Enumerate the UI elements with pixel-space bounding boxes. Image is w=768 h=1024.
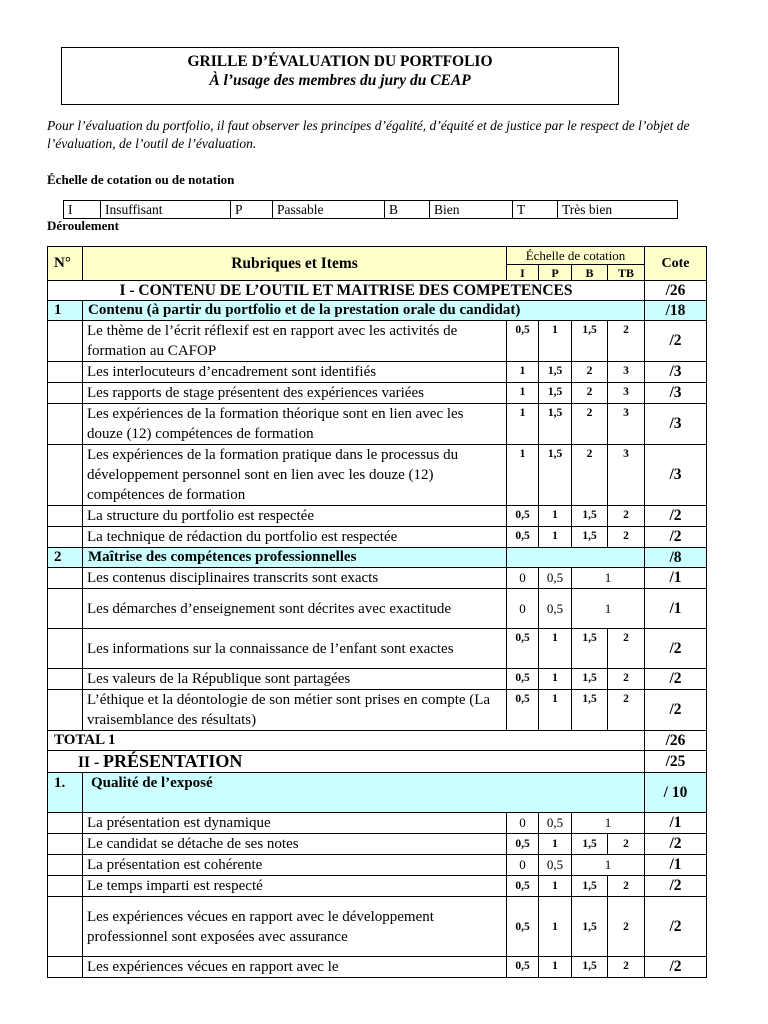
scale-value: 1,5 xyxy=(572,876,608,897)
item-text: Le temps imparti est respecté xyxy=(83,876,507,897)
scale-value: 2 xyxy=(572,445,608,506)
subsection-2-title: Maîtrise des compétences professionnelles xyxy=(83,548,507,568)
table-row xyxy=(48,362,707,383)
subsection-2-no: 2 xyxy=(48,548,83,568)
table-row xyxy=(48,876,707,897)
scale-value: 3 xyxy=(608,404,645,445)
scale-value: 0,5 xyxy=(539,568,572,589)
scale-value: 1,5 xyxy=(572,669,608,690)
scale-value: 1 xyxy=(572,568,645,589)
scale-value: 2 xyxy=(608,897,645,957)
scale-label-tres-bien: Très bien xyxy=(558,201,678,219)
section-row xyxy=(48,751,707,773)
item-cote: /1 xyxy=(645,568,707,589)
scale-label-insuffisant: Insuffisant xyxy=(101,201,231,219)
item-text: Les interlocuteurs d’encadrement sont identifiés xyxy=(83,362,507,383)
header-cote: Cote xyxy=(645,247,707,281)
item-text: Le candidat se détache de ses notes xyxy=(83,834,507,855)
scale-value: 0,5 xyxy=(507,690,539,731)
scale-value: 0 xyxy=(507,589,539,629)
evaluation-grid xyxy=(47,246,707,978)
section-2-title: PRÉSENTATION xyxy=(102,751,243,771)
scale-value: 1,5 xyxy=(572,957,608,978)
subsection-row xyxy=(48,773,707,813)
table-row xyxy=(48,690,707,731)
scale-value: 1 xyxy=(507,404,539,445)
section-2-sub-no: 1. xyxy=(48,773,83,813)
scale-value: 1,5 xyxy=(572,527,608,548)
item-text: La technique de rédaction du portfolio est respectée xyxy=(83,527,507,548)
item-cote: /2 xyxy=(645,527,707,548)
scale-value: 2 xyxy=(572,362,608,383)
scale-value: 2 xyxy=(572,404,608,445)
section-row xyxy=(48,281,707,301)
section-2-sub-title: Qualité de l’exposé xyxy=(83,773,645,813)
section-2-prefix: II - xyxy=(78,754,103,771)
item-text: La structure du portfolio est respectée xyxy=(83,506,507,527)
scale-value: 1,5 xyxy=(539,362,572,383)
scale-value: 1 xyxy=(507,362,539,383)
scale-value: 2 xyxy=(608,321,645,362)
subsection-2-cote: /8 xyxy=(645,548,707,568)
scale-value: 0,5 xyxy=(507,834,539,855)
item-cote: /2 xyxy=(645,897,707,957)
table-row xyxy=(48,629,707,669)
scale-code-i: I xyxy=(64,201,101,219)
item-text: Les expériences vécues en rapport avec le développement professionnel sont exposées avec assurance xyxy=(83,897,507,957)
total-row xyxy=(48,731,707,751)
table-row xyxy=(48,589,707,629)
item-text: Le thème de l’écrit réflexif est en rapport avec les activités de formation au CAFOP xyxy=(83,321,507,362)
scale-value: 2 xyxy=(608,834,645,855)
table-row xyxy=(48,897,707,957)
item-cote: /3 xyxy=(645,362,707,383)
scale-value: 1,5 xyxy=(539,404,572,445)
scale-value: 1,5 xyxy=(539,445,572,506)
item-text: Les rapports de stage présentent des expériences variées xyxy=(83,383,507,404)
table-row xyxy=(48,506,707,527)
item-text: Les expériences vécues en rapport avec le xyxy=(83,957,507,978)
title-box xyxy=(61,47,619,105)
scale-value: 1 xyxy=(539,897,572,957)
scale-value: 2 xyxy=(608,527,645,548)
scale-value: 2 xyxy=(608,690,645,731)
deroulement-label: Déroulement xyxy=(47,218,119,233)
scale-value: 1 xyxy=(539,876,572,897)
item-cote: /3 xyxy=(645,404,707,445)
scale-value: 3 xyxy=(608,445,645,506)
header-echelle-p: P xyxy=(539,265,572,281)
scale-value: 1 xyxy=(539,629,572,669)
scale-value: 2 xyxy=(608,669,645,690)
table-row xyxy=(48,404,707,445)
scale-value: 1,5 xyxy=(572,690,608,731)
scale-value: 1 xyxy=(539,669,572,690)
section-2-heading xyxy=(48,751,645,773)
item-cote: /3 xyxy=(645,445,707,506)
scale-value: 0,5 xyxy=(507,321,539,362)
item-cote: /2 xyxy=(645,321,707,362)
item-text: Les expériences de la formation pratique dans le processus du développement personnel sont en lien avec les douze (12) compétences de formation xyxy=(83,445,507,506)
item-cote: /2 xyxy=(645,876,707,897)
rating-scale-table xyxy=(63,200,678,219)
scale-value: 2 xyxy=(608,629,645,669)
scale-value: 0 xyxy=(507,568,539,589)
scale-value: 1 xyxy=(572,855,645,876)
scale-value: 1 xyxy=(539,321,572,362)
scale-code-p: P xyxy=(231,201,273,219)
scale-value: 0,5 xyxy=(539,855,572,876)
scale-value: 1 xyxy=(539,957,572,978)
scale-value: 0,5 xyxy=(507,876,539,897)
total-1-cote: /26 xyxy=(645,731,707,751)
table-row xyxy=(48,445,707,506)
header-echelle: Échelle de cotation xyxy=(507,247,645,265)
item-text: Les expériences de la formation théorique sont en lien avec les douze (12) compétences de formation xyxy=(83,404,507,445)
header-no: N° xyxy=(48,247,83,281)
scale-value: 2 xyxy=(608,876,645,897)
header-echelle-tb: TB xyxy=(608,265,645,281)
scale-value: 0,5 xyxy=(507,629,539,669)
item-text: L’éthique et la déontologie de son métier sont prises en compte (La vraisemblance des résultats) xyxy=(83,690,507,731)
scale-value: 1,5 xyxy=(539,383,572,404)
item-cote: /1 xyxy=(645,855,707,876)
scale-heading: Échelle de cotation ou de notation xyxy=(47,172,235,187)
scale-value: 1 xyxy=(572,813,645,834)
scale-value: 1,5 xyxy=(572,321,608,362)
table-row xyxy=(48,669,707,690)
item-text: Les démarches d’enseignement sont décrites avec exactitude xyxy=(83,589,507,629)
subsection-row xyxy=(48,548,707,568)
scale-code-t: T xyxy=(513,201,558,219)
scale-value: 1 xyxy=(539,527,572,548)
subsection-1-title: Contenu (à partir du portfolio et de la prestation orale du candidat) xyxy=(83,301,645,321)
scale-value: 2 xyxy=(608,957,645,978)
item-text: Les valeurs de la République sont partagées xyxy=(83,669,507,690)
scale-value: 3 xyxy=(608,362,645,383)
header-echelle-b: B xyxy=(572,265,608,281)
scale-value: 0,5 xyxy=(539,589,572,629)
item-cote: /1 xyxy=(645,589,707,629)
table-row xyxy=(48,527,707,548)
scale-value: 0,5 xyxy=(507,527,539,548)
table-row xyxy=(48,568,707,589)
scale-value: 1 xyxy=(572,589,645,629)
document-title: GRILLE D’ÉVALUATION DU PORTFOLIO xyxy=(187,53,493,70)
scale-value: 0,5 xyxy=(507,506,539,527)
scale-value: 2 xyxy=(572,383,608,404)
scale-value: 0 xyxy=(507,855,539,876)
total-1-label: TOTAL 1 xyxy=(48,731,645,751)
table-row xyxy=(48,321,707,362)
scale-value: 1,5 xyxy=(572,897,608,957)
subsection-1-no: 1 xyxy=(48,301,83,321)
table-row xyxy=(48,813,707,834)
scale-value: 1 xyxy=(539,690,572,731)
scale-value: 0,5 xyxy=(507,957,539,978)
item-cote: /2 xyxy=(645,629,707,669)
scale-value: 2 xyxy=(608,506,645,527)
subsection-1-cote: /18 xyxy=(645,301,707,321)
scale-value: 0 xyxy=(507,813,539,834)
item-text: La présentation est cohérente xyxy=(83,855,507,876)
scale-value: 1,5 xyxy=(572,629,608,669)
scale-value: 1 xyxy=(539,834,572,855)
header-echelle-i: I xyxy=(507,265,539,281)
grid-header-row xyxy=(48,247,707,265)
scale-value: 3 xyxy=(608,383,645,404)
scale-label-passable: Passable xyxy=(273,201,385,219)
item-text: Les contenus disciplinaires transcrits sont exacts xyxy=(83,568,507,589)
scale-value: 1,5 xyxy=(572,506,608,527)
item-cote: /3 xyxy=(645,383,707,404)
subsection-row xyxy=(48,301,707,321)
scale-value: 1,5 xyxy=(572,834,608,855)
scale-value: 1 xyxy=(539,506,572,527)
item-cote: /2 xyxy=(645,834,707,855)
scale-code-b: B xyxy=(385,201,430,219)
item-cote: /2 xyxy=(645,669,707,690)
item-cote: /2 xyxy=(645,957,707,978)
header-rubriques: Rubriques et Items xyxy=(83,247,507,281)
scale-value: 0,5 xyxy=(507,669,539,690)
scale-value: 0,5 xyxy=(507,897,539,957)
section-1-title: I - CONTENU DE L’OUTIL ET MAITRISE DES COMPETENCES xyxy=(48,281,645,301)
scale-value: 0,5 xyxy=(539,813,572,834)
table-row xyxy=(48,855,707,876)
table-row xyxy=(48,383,707,404)
document-subtitle: À l’usage des membres du jury du CEAP xyxy=(209,72,471,89)
scale-value: 1 xyxy=(507,383,539,404)
scale-value: 1 xyxy=(507,445,539,506)
item-text: La présentation est dynamique xyxy=(83,813,507,834)
item-cote: /2 xyxy=(645,690,707,731)
table-row xyxy=(48,957,707,978)
section-2-sub-cote: / 10 xyxy=(645,773,707,813)
table-row xyxy=(48,834,707,855)
item-text: Les informations sur la connaissance de l’enfant sont exactes xyxy=(83,629,507,669)
item-cote: /1 xyxy=(645,813,707,834)
section-1-cote: /26 xyxy=(645,281,707,301)
section-2-cote: /25 xyxy=(645,751,707,773)
intro-paragraph: Pour l’évaluation du portfolio, il faut observer les principes d’égalité, d’équité et de justice par le respect de l’objet de l’évaluation, de l’outil de l’évaluation. xyxy=(47,118,690,151)
item-cote: /2 xyxy=(645,506,707,527)
scale-label-bien: Bien xyxy=(430,201,513,219)
